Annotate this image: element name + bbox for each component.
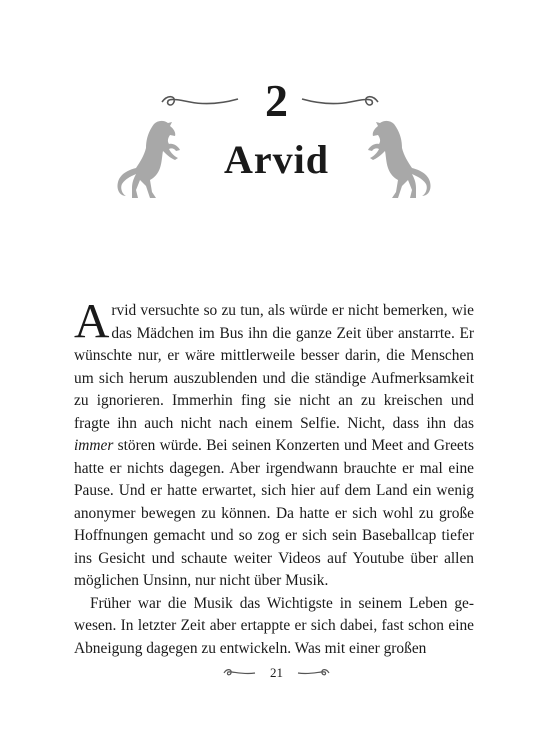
footer-right-swirl-icon	[297, 667, 331, 679]
chapter-number: 2	[265, 75, 288, 126]
drop-cap: A	[74, 293, 110, 348]
page-footer	[0, 664, 553, 684]
emphasis-word: immer	[74, 437, 114, 454]
paragraph-1-text: rvid versuchte so zu tun, als würde er nicht bemerken, wie das Mädchen im Bus ihn die ganze Zeit über anstarrte. Er wünschte nur, er wäre mittlerweile besser darin, die Menschen um sich herum auszublenden und die ständige Aufmerksamkeit zu ignorieren. Immerhin fing sie nicht an zu kreischen und fragte ihn auch nicht nach einem Selfie. Nicht, dass ihn das	[74, 302, 474, 432]
chapter-header	[0, 0, 553, 230]
page-number: 21	[270, 665, 283, 680]
chapter-body-text	[74, 293, 474, 660]
paragraph-1	[74, 293, 474, 593]
paragraph-2: Früher war die Musik das Wichtigste in seinem Leben gewesen. In letzter Zeit aber ertappte er sich dabei, fast schon eine Abneigung dagegen zu entwickeln. Was mit einer großen	[74, 594, 474, 657]
paragraph-1-end: stören würde. Bei seinen Konzerten und Meet and Greets hatte er nichts dagegen. Aber irgendwann brauchte er mal eine Pause. Und er hatte erwartet, sich hier auf dem Land ein wenig anonymer bewegen zu können. Da hatte er sich wohl zu große Hoffnungen gemacht und so zog er sich sein Baseballcap tiefer ins Gesicht und schaute weiter Videos auf Youtube über allen möglichen Unsinn, nur nicht über Musik.	[74, 437, 474, 589]
chapter-title: Arvid	[224, 137, 329, 182]
